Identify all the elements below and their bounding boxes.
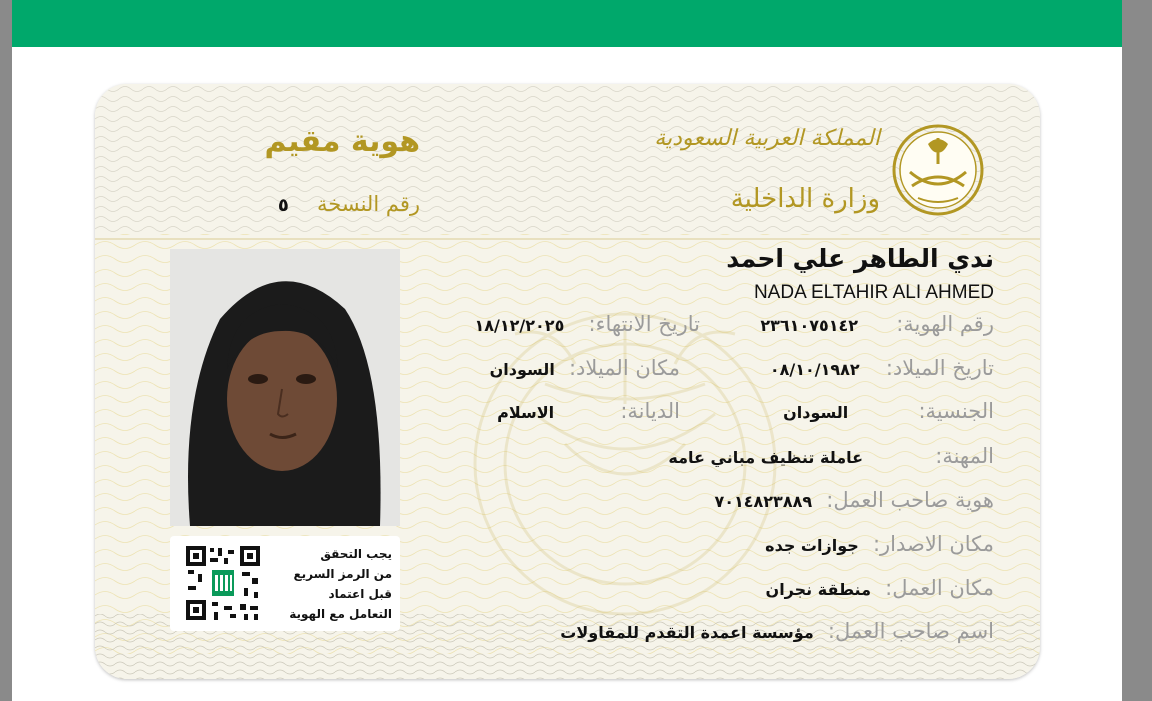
field-label: الديانة:	[620, 399, 680, 423]
version-label: رقم النسخة	[317, 192, 420, 216]
field-value: ٧٠١٤٨٢٣٨٨٩	[714, 492, 813, 511]
field-employer-name	[560, 619, 994, 643]
field-value: مؤسسة اعمدة التقدم للمقاولات	[560, 623, 814, 642]
field-label: المهنة:	[935, 444, 994, 468]
saudi-emblem-icon	[888, 124, 988, 216]
residence-id-card	[95, 84, 1040, 679]
field-value: ٢٣٦١٠٧٥١٤٢	[760, 316, 859, 335]
qr-code-icon[interactable]	[184, 544, 262, 622]
qr-note-line: يجب التحقق	[320, 547, 392, 561]
field-employer-id	[714, 488, 994, 512]
qr-note-line: من الرمز السريع	[293, 567, 392, 581]
field-nationality	[783, 399, 994, 423]
kingdom-calligraphy: المملكة العربية السعودية	[654, 126, 880, 151]
field-expiry-date	[475, 312, 700, 336]
field-label: اسم صاحب العمل:	[827, 619, 994, 643]
holder-name-ar: ندي الطاهر علي احمد	[726, 244, 994, 273]
field-label: مكان الاصدار:	[872, 532, 994, 556]
version-value: ٥	[277, 195, 289, 216]
field-id-number	[760, 312, 994, 336]
field-religion	[497, 399, 680, 423]
portrait-photo	[170, 249, 400, 526]
header-bar	[12, 0, 1122, 47]
holder-name-en: NADA ELTAHIR ALI AHMED	[753, 282, 994, 303]
qr-note-line: قبل اعتماد	[328, 587, 392, 601]
field-value: عاملة تنظيف مباني عامه	[668, 448, 864, 467]
card-title: هوية مقيم	[264, 124, 420, 159]
field-occupation	[668, 444, 994, 468]
field-value: السودان	[489, 360, 555, 379]
version-row	[278, 192, 420, 216]
field-label: الجنسية:	[918, 399, 994, 423]
field-label: مكان الميلاد:	[568, 356, 680, 380]
ministry-name: وزارة الداخلية	[730, 184, 880, 214]
qr-note	[289, 544, 392, 624]
field-label: مكان العمل:	[885, 576, 994, 600]
qr-verification-box	[170, 536, 400, 631]
field-issue-place	[765, 532, 994, 556]
field-value: ٠٨/١٠/١٩٨٢	[769, 360, 860, 379]
field-value: السودان	[783, 403, 849, 422]
document-page	[12, 0, 1122, 701]
field-label: تاريخ الانتهاء:	[588, 312, 700, 336]
field-label: تاريخ الميلاد:	[885, 356, 994, 380]
field-value: جوازات جده	[765, 536, 859, 555]
field-label: رقم الهوية:	[896, 312, 994, 336]
field-birth-place	[490, 356, 680, 380]
field-label: هوية صاحب العمل:	[826, 488, 994, 512]
field-value: منطقة نجران	[765, 580, 871, 599]
field-value: ١٨/١٢/٢٠٢٥	[474, 316, 565, 335]
qr-note-line: التعامل مع الهوية	[289, 607, 392, 621]
field-value: الاسلام	[497, 403, 555, 422]
field-birth-date	[770, 356, 994, 380]
field-work-place	[766, 576, 994, 600]
